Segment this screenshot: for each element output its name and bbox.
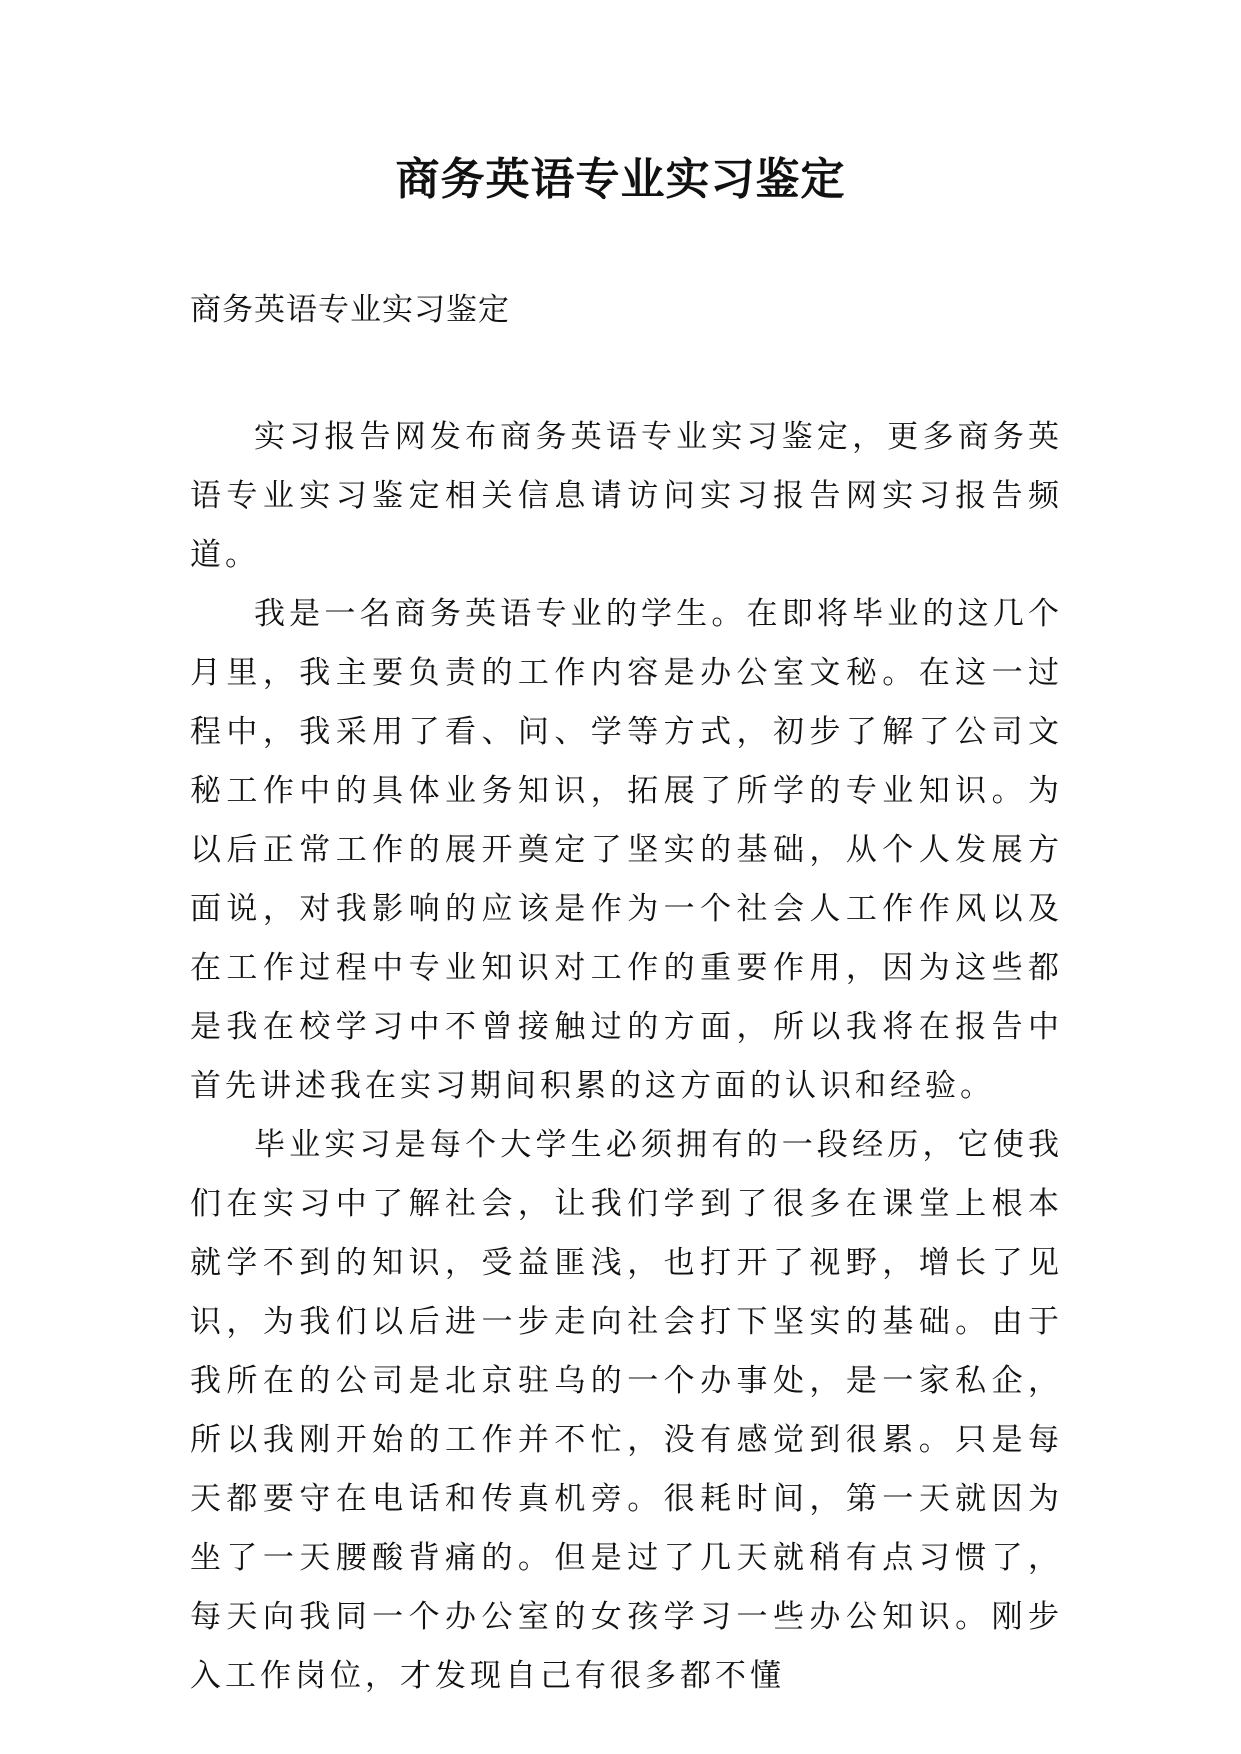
- paragraph: 毕业实习是每个大学生必须拥有的一段经历，它使我们在实习中了解社会，让我们学到了很多在课堂上根本就学不到的知识，受益匪浅，也打开了视野，增长了见识，为我们以后进一步走向社会打下坚实的基础。由于我所在的公司是北京驻乌的一个办事处，是一家私企，所以我刚开始的工作并不忙，没有感觉到很累。只是每天都要守在电话和传真机旁。很耗时间，第一天就因为坐了一天腰酸背痛的。但是过了几天就稍有点习惯了，每天向我同一个办公室的女孩学习一些办公知识。刚步入工作岗位，才发现自己有很多都不懂: [190, 1127, 1063, 1694]
- document-title: 商务英语专业实习鉴定: [395, 154, 846, 205]
- document-body: [190, 408, 1063, 1706]
- paragraph: 我是一名商务英语专业的学生。在即将毕业的这几个月里，我主要负责的工作内容是办公室文秘。在这一过程中，我采用了看、问、学等方式，初步了解了公司文秘工作中的具体业务知识，拓展了所学的专业知识。为以后正常工作的展开奠定了坚实的基础，从个人发展方面说，对我影响的应该是作为一个社会人工作作风以及在工作过程中专业知识对工作的重要作用，因为这些都是我在校学习中不曾接触过的方面，所以我将在报告中首先讲述我在实习期间积累的这方面的认识和经验。: [190, 596, 1063, 1104]
- document-subtitle: 商务英语专业实习鉴定: [190, 292, 510, 328]
- paragraph: 实习报告网发布商务英语专业实习鉴定，更多商务英语专业实习鉴定相关信息请访问实习报告网实习报告频道。: [190, 419, 1063, 573]
